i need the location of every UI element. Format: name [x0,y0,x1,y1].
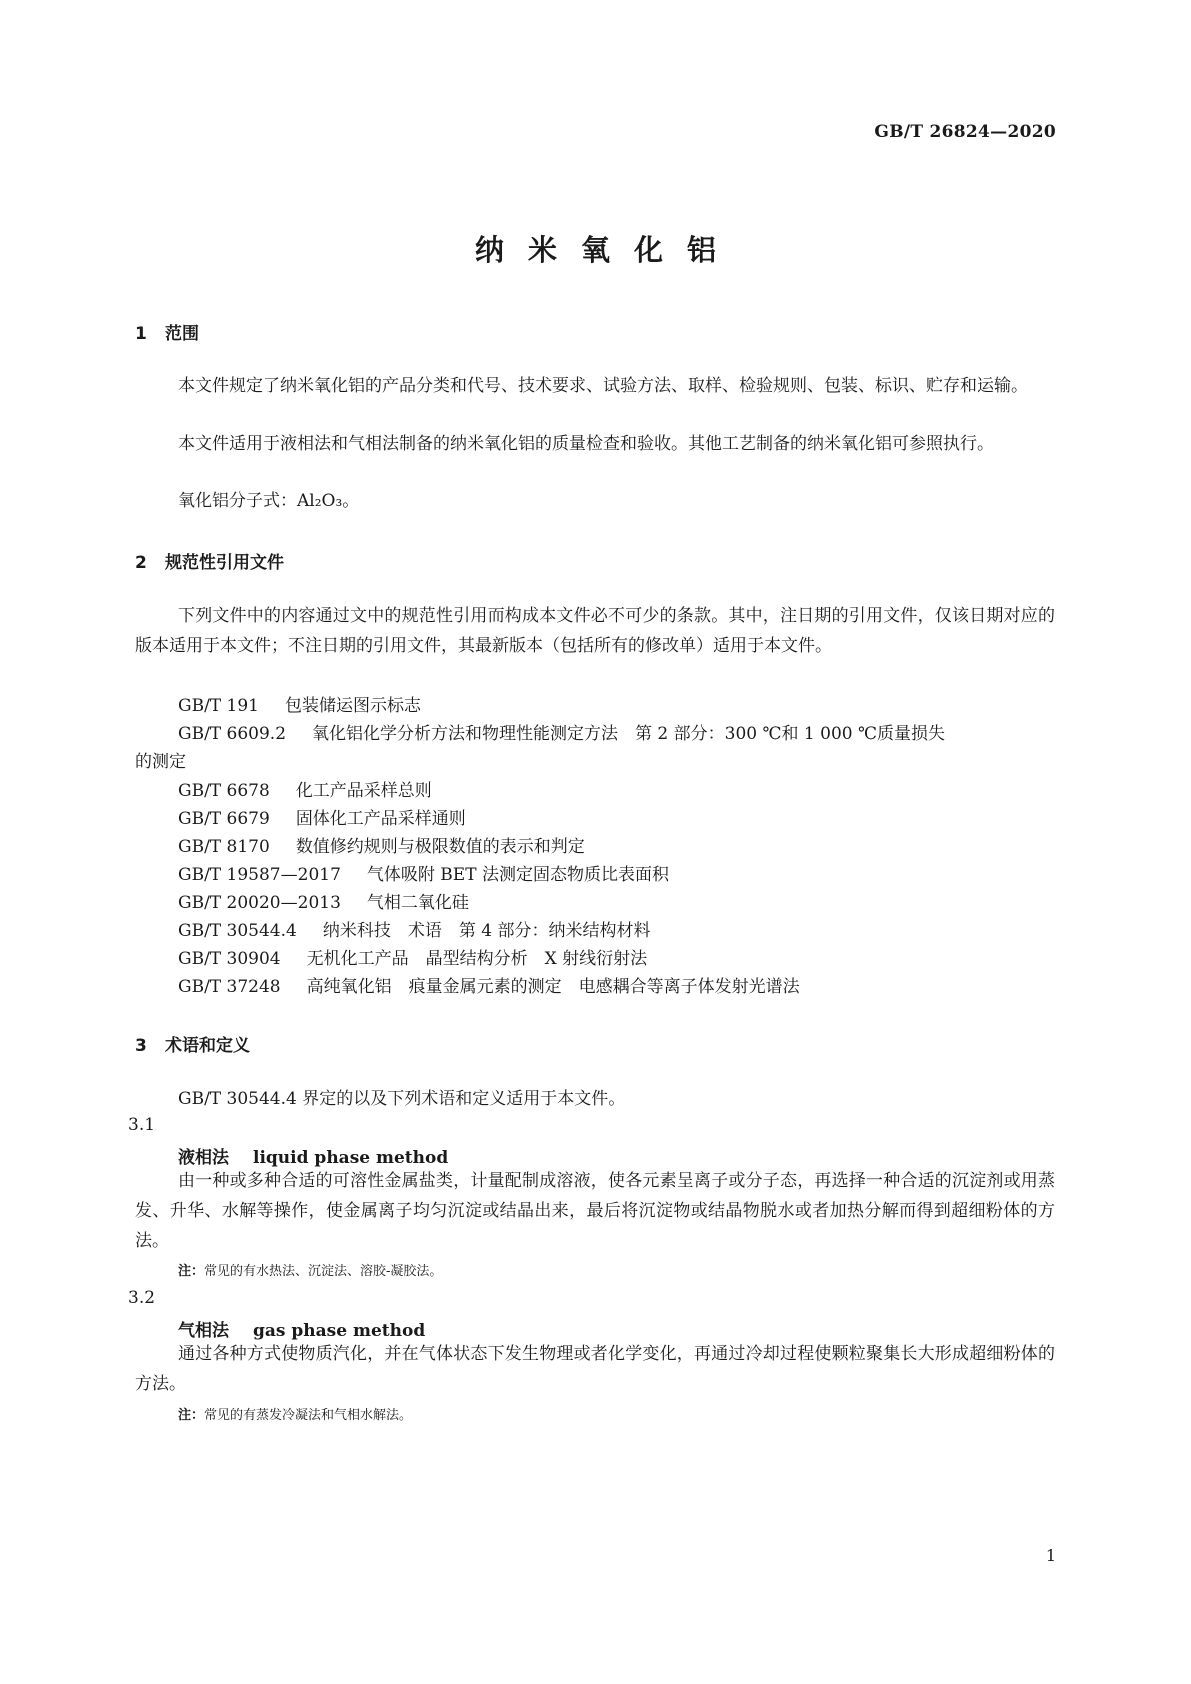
section-title: 术语和定义 [165,1036,250,1056]
term-note [178,1404,412,1423]
ref-title: 气相二氧化硅 [366,893,469,913]
scope-paragraph-1: 本文件规定了纳米氧化铝的产品分类和代号、技术要求、试验方法、取样、检验规则、包装、标识、贮存和运输。 [178,376,1028,396]
ref-item [178,719,945,744]
ref-item [178,776,432,801]
ref-code: GB/T 37248 [178,977,281,997]
page-number: 1 [1045,1546,1056,1565]
ref-title: 氧化铝化学分析方法和物理性能测定方法 第 2 部分：300 ℃和 1 000 ℃质量损失 [312,724,946,744]
ref-title: 气体吸附 BET 法测定固态物质比表面积 [366,865,669,885]
term-english: gas phase method [253,1321,426,1341]
ref-item [178,944,647,969]
ref-item [178,888,469,913]
ref-item [178,691,421,716]
ref-title: 无机化工产品 晶型结构分析 X 射线衍射法 [306,949,648,969]
term-english: liquid phase method [253,1148,449,1168]
term-number: 3.2 [128,1288,156,1308]
note-text: 常见的有蒸发冷凝法和气相水解法。 [204,1408,413,1423]
scope-formula: 氧化铝分子式：Al₂O₃。 [178,491,360,511]
standard-number: GB/T 26824—2020 [874,122,1056,142]
section-2-heading [135,548,284,573]
ref-code: GB/T 6609.2 [178,724,287,744]
ref-code: GB/T 30904 [178,949,281,969]
section-1-heading [135,319,199,344]
ref-code: GB/T 191 [178,696,259,716]
ref-code: GB/T 6679 [178,809,270,829]
refs-intro: 下列文件中的内容通过文中的规范性引用而构成本文件必不可少的条款。其中，注日期的引用文件，仅该日期对应的版本适用于本文件；不注日期的引用文件，其最新版本（包括所有的修改单）适用于本文件。 [135,606,1055,656]
section-number: 3 [135,1036,147,1056]
ref-title: 数值修约规则与极限数值的表示和判定 [295,837,585,857]
ref-item [178,972,800,997]
section-number: 1 [135,324,147,344]
section-title: 规范性引用文件 [165,553,284,573]
ref-code: GB/T 19587—2017 [178,865,341,885]
scope-paragraph-2: 本文件适用于液相法和气相法制备的纳米氧化铝的质量检查和验收。其他工艺制备的纳米氧化铝可参照执行。 [178,434,994,454]
ref-title: 化工产品采样总则 [295,781,432,801]
ref-item [178,832,585,857]
document-title: 纳米氧化铝 [474,233,740,267]
ref-item [178,860,669,885]
term-heading [178,1316,425,1341]
terms-intro: GB/T 30544.4 界定的以及下列术语和定义适用于本文件。 [178,1089,626,1109]
note-label: 注： [178,1408,205,1423]
ref-code: GB/T 30544.4 [178,921,297,941]
term-chinese: 气相法 [178,1321,229,1341]
term-chinese: 液相法 [178,1148,229,1168]
ref-code: GB/T 6678 [178,781,270,801]
note-text: 常见的有水热法、沉淀法、溶胶-凝胶法。 [204,1264,443,1279]
section-title: 范围 [165,324,199,344]
ref-code: GB/T 8170 [178,837,270,857]
ref-item [178,916,650,941]
ref-code: GB/T 20020—2013 [178,893,341,913]
section-number: 2 [135,553,147,573]
ref-title: 纳米科技 术语 第 4 部分：纳米结构材料 [322,921,651,941]
ref-item [178,804,466,829]
ref-title: 高纯氧化铝 痕量金属元素的测定 电感耦合等离子体发射光谱法 [306,977,800,997]
term-definition: 由一种或多种合适的可溶性金属盐类，计量配制成溶液，使各元素呈离子或分子态，再选择一种合适的沉淀剂或用蒸发、升华、水解等操作，使金属离子均匀沉淀或结晶出来，最后将沉淀物或结晶物脱水或者加热分解而得到超细粉体的方法。 [135,1171,1055,1251]
term-definition: 通过各种方式使物质汽化，并在气体状态下发生物理或者化学变化，再通过冷却过程使颗粒聚集长大形成超细粉体的方法。 [135,1344,1055,1394]
term-heading [178,1143,448,1168]
ref-title: 包装储运图示标志 [285,696,421,716]
term-number: 3.1 [128,1115,156,1135]
note-label: 注： [178,1264,205,1279]
term-note [178,1260,442,1279]
section-3-heading [135,1031,250,1056]
ref-title: 固体化工产品采样通则 [295,809,466,829]
ref-item-continuation: 的测定 [135,752,186,772]
